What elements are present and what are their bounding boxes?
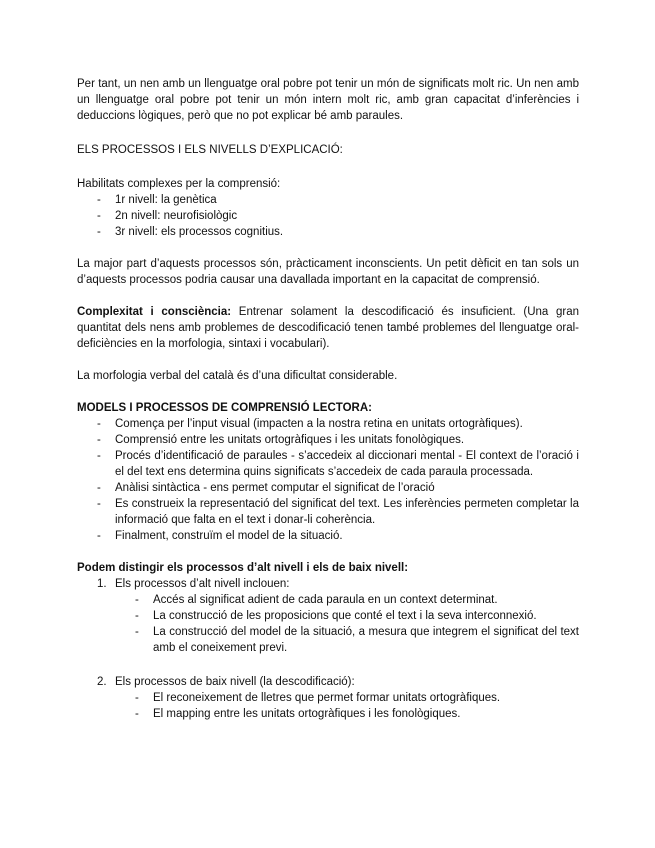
- sub-list-item: - La construcció de les proposicions que conté el text i la seva interconnexió.: [115, 608, 579, 624]
- complexity-paragraph: [77, 304, 579, 352]
- complexity-label: Complexitat i consciència:: [77, 306, 232, 318]
- sub-list-item: - La construcció del model de la situació, a mesura que integrem el significat del text amb el coneixement previ.: [115, 624, 579, 656]
- list-item: - 2n nivell: neurofisiològic: [77, 208, 579, 224]
- skills-intro: Habilitats complexes per la comprensió:: [77, 178, 281, 190]
- list-item: - Anàlisi sintàctica - ens permet computar el significat de l’oració: [77, 480, 579, 496]
- sub-list-item: - El reconeixement de lletres que permet formar unitats ortogràfiques.: [115, 690, 579, 706]
- list-number: 1.: [97, 578, 107, 590]
- list-item: - 3r nivell: els processos cognitius.: [77, 224, 579, 240]
- sub-list-item: - Accés al significat adient de cada paraula en un context determinat.: [115, 592, 579, 608]
- section-heading: ELS PROCESSOS I ELS NIVELLS D’EXPLICACIÓ:: [77, 144, 343, 156]
- list-number: 2.: [97, 676, 107, 688]
- models-heading: MODELS I PROCESSOS DE COMPRENSIÓ LECTORA:: [77, 402, 372, 414]
- levels-heading: Podem distingir els processos d’alt nivell i els de baix nivell:: [77, 562, 409, 574]
- high-level-item: [77, 576, 579, 656]
- unconscious-paragraph: La major part d’aquests processos són, pràcticament inconscients. Un petit dèficit en tan sols un d’aquests processos podria causar una davallada important en la capacitat de comprensió.: [77, 258, 579, 286]
- list-item: - Es construeix la representació del significat del text. Les inferències permeten completar la informació que falta en el text i donar-li coherència.: [77, 496, 579, 528]
- sub-list-item: - El mapping entre les unitats ortogràfiques i les fonològiques.: [115, 706, 579, 722]
- models-list: [77, 416, 579, 544]
- document-page: [77, 76, 579, 722]
- list-item: - Finalment, construïm el model de la situació.: [77, 528, 579, 544]
- skill-levels-list: [77, 192, 579, 240]
- list-item: - Comprensió entre les unitats ortogràfiques i les unitats fonològiques.: [77, 432, 579, 448]
- level-title: Els processos d’alt nivell inclouen:: [115, 578, 290, 590]
- complexity-text: Entrenar solament la descodificació és insuficient. (Una gran quantitat dels nens amb problemes de descodificació tenen també problemes del llenguatge oral- deficiències en la morfologia, sintaxi i vocabulari).: [77, 306, 580, 350]
- intro-paragraph: Per tant, un nen amb un llenguatge oral pobre pot tenir un món de significats molt ric. Un nen amb un llenguatge oral pobre pot tenir un món intern molt ric, amb gran capacitat d’inferències i deduccions lògiques, però que no pot explicar bé amb paraules.: [77, 78, 579, 122]
- list-item: - Comença per l’input visual (impacten a la nostra retina en unitats ortogràfiques).: [77, 416, 579, 432]
- list-item: - Procés d’identificació de paraules - s’accedeix al diccionari mental - El context de l’oració i el del text ens determina quins significats s’accedeix de cada paraula processada.: [77, 448, 579, 480]
- level-title: Els processos de baix nivell (la descodificació):: [115, 676, 355, 688]
- levels-list: [77, 576, 579, 722]
- low-level-sublist: [115, 690, 579, 722]
- list-item: - 1r nivell: la genètica: [77, 192, 579, 208]
- low-level-item: [77, 674, 579, 722]
- morphology-paragraph: La morfologia verbal del català és d’una dificultat considerable.: [77, 370, 398, 382]
- high-level-sublist: [115, 592, 579, 656]
